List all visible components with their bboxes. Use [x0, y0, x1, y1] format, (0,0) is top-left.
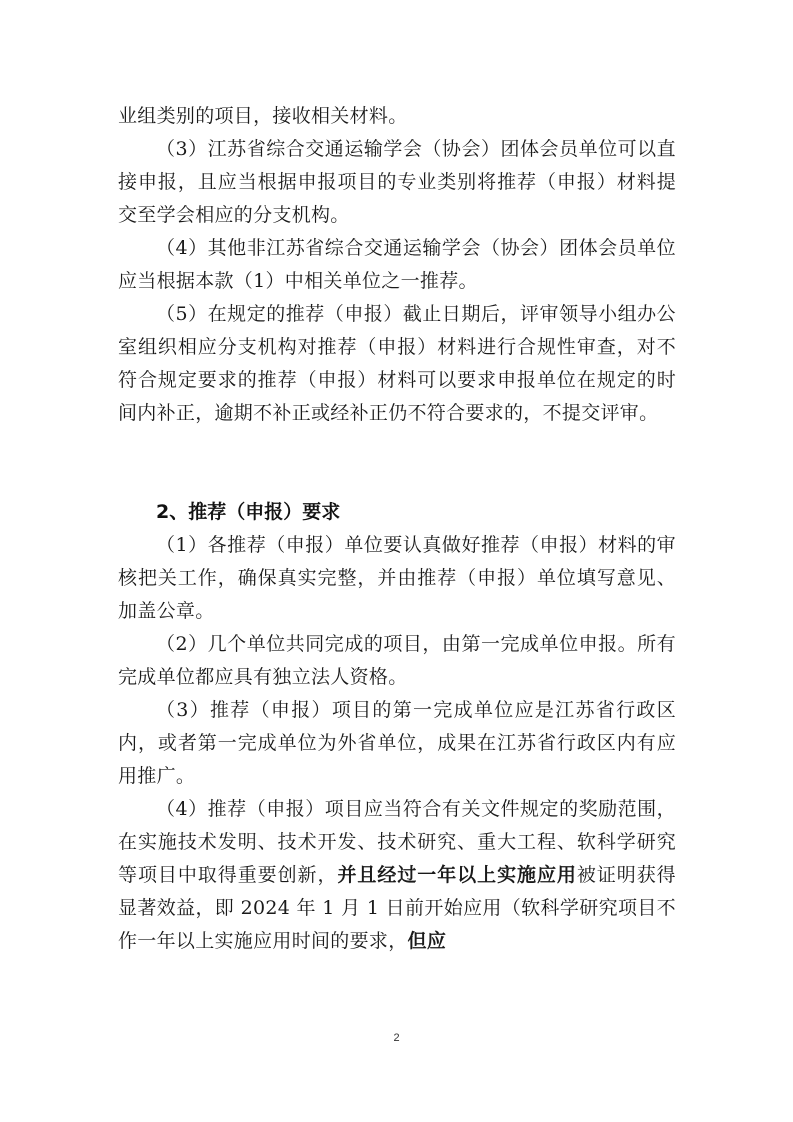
paragraph-req-4-text-b: 被证明获得显著效益，即 2024 年 1 月 1 日前开始应用（软科学研究项目不作一年以上实施应用时间的要求， [118, 864, 676, 952]
section-heading-2: 2、推荐（申报）要求 [156, 501, 341, 523]
paragraph-req-4-text-a: （4）推荐（申报）项目应当符合有关文件规定的奖励范围，在实施技术发明、技术开发、技术研究、重大工程、软科学研究等项目中取得重要创新， [118, 798, 676, 886]
paragraph-req-2: （2）几个单位共同完成的项目，由第一完成单位申报。所有完成单位都应具有独立法人资格。 [118, 633, 676, 688]
paragraph-continuation: 业组类别的项目，接收相关材料。 [118, 105, 408, 127]
paragraph-req-4-bold-a: 并且经过一年以上实施应用 [337, 864, 577, 886]
page-number: 2 [393, 1032, 400, 1044]
paragraph-req-4-bold-b: 但应 [407, 930, 447, 952]
paragraph-item-5: （5）在规定的推荐（申报）截止日期后，评审领导小组办公室组织相应分支机构对推荐（申报）材料进行合规性审查，对不符合规定要求的推荐（申报）材料可以要求申报单位在规定的时间内补正，逾期不补正或经补正仍不符合要求的，不提交评审。 [118, 303, 676, 424]
paragraph-item-3: （3）江苏省综合交通运输学会（协会）团体会员单位可以直接申报，且应当根据申报项目的专业类别将推荐（申报）材料提交至学会相应的分支机构。 [118, 138, 676, 226]
paragraph-req-4 [118, 793, 676, 958]
paragraph-item-4: （4）其他非江苏省综合交通运输学会（协会）团体会员单位应当根据本款（1）中相关单位之一推荐。 [118, 237, 676, 292]
paragraph-req-3: （3）推荐（申报）项目的第一完成单位应是江苏省行政区内，或者第一完成单位为外省单位，成果在江苏省行政区内有应用推广。 [118, 699, 676, 787]
paragraph-req-1: （1）各推荐（申报）单位要认真做好推荐（申报）材料的审核把关工作，确保真实完整，并由推荐（申报）单位填写意见、加盖公章。 [118, 534, 676, 622]
